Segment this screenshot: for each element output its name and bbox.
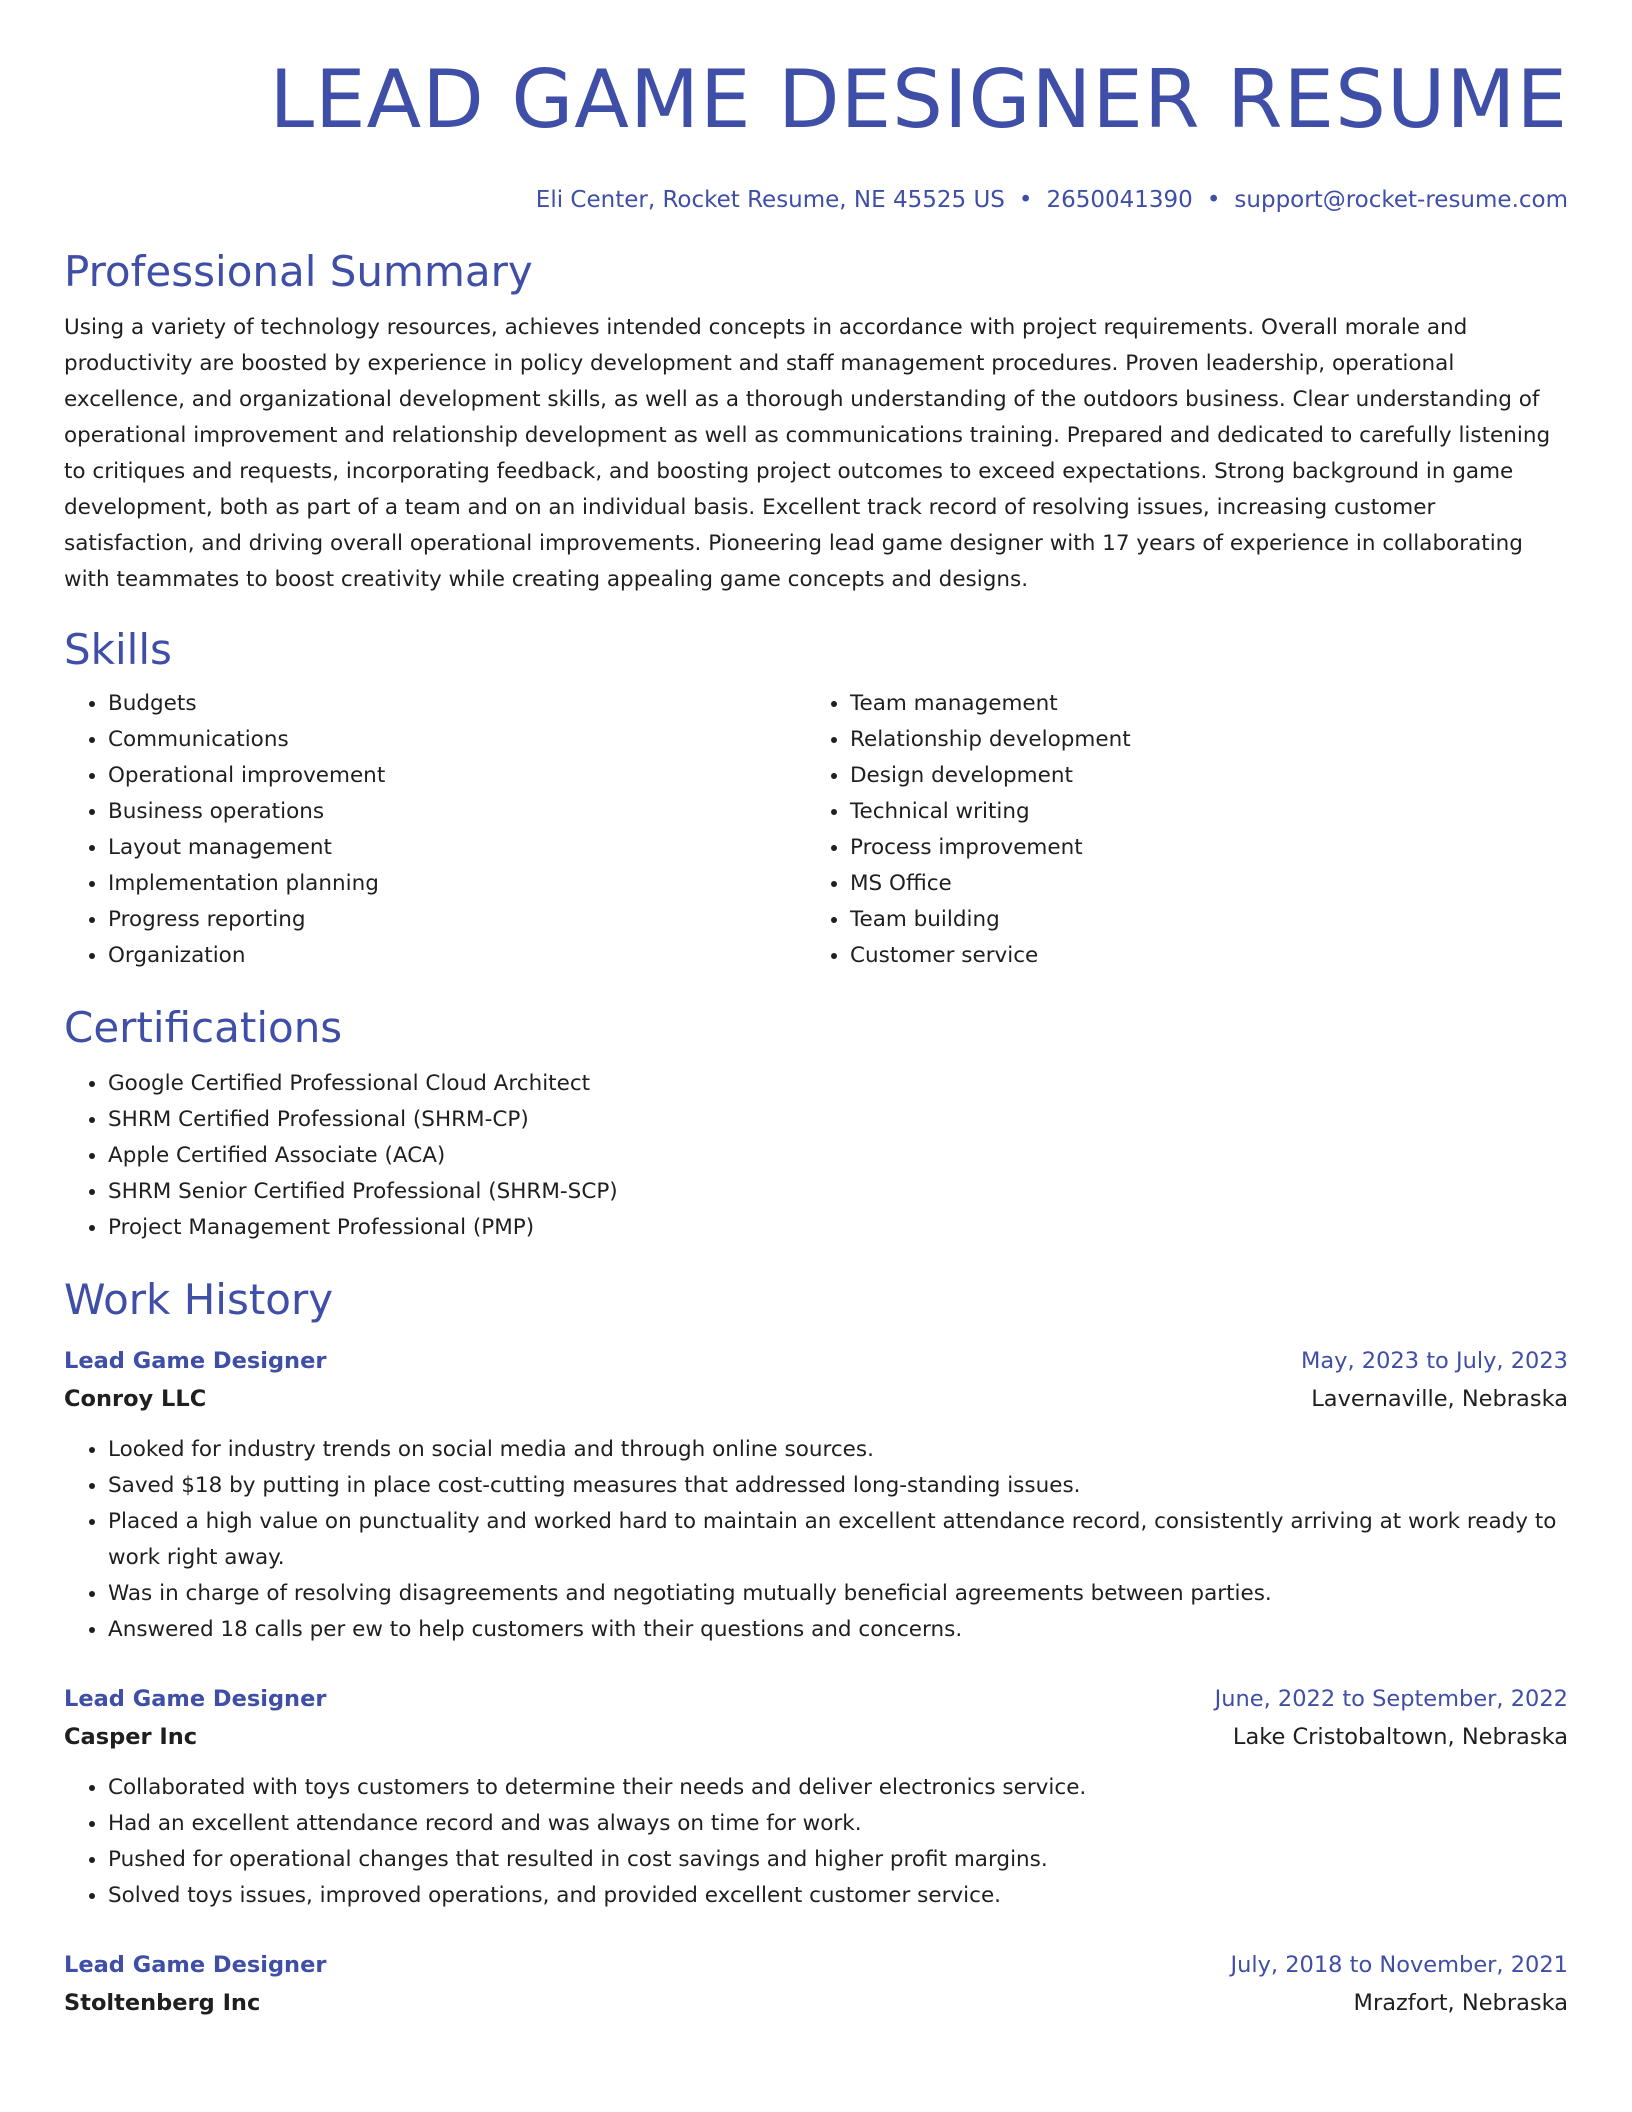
contact-separator: •: [1018, 187, 1033, 213]
skill-item: • Organization: [108, 938, 806, 974]
job-title: Lead Game Designer: [64, 1686, 327, 1712]
certification-item: • SHRM Senior Certified Professional (SHRM-SCP): [108, 1174, 1568, 1210]
certification-item: • Project Management Professional (PMP): [108, 1210, 1568, 1246]
skill-item: • Progress reporting: [108, 902, 806, 938]
job-bullet-list: [64, 1770, 1568, 1914]
contact-separator: •: [1206, 187, 1221, 213]
job-location: Mrazfort, Nebraska: [1353, 1990, 1568, 2016]
job-header-row: [64, 1342, 1568, 1380]
job-bullet: • Placed a high value on punctuality and worked hard to maintain an excellent attendance record, consistently arriving at work ready to work right away.: [108, 1504, 1568, 1576]
job-bullet: • Had an excellent attendance record and was always on time for work.: [108, 1806, 1568, 1842]
certification-item: • SHRM Certified Professional (SHRM-CP): [108, 1102, 1568, 1138]
job-company: Casper Inc: [64, 1724, 198, 1750]
certification-item: • Google Certified Professional Cloud Architect: [108, 1066, 1568, 1102]
skill-item: • Process improvement: [850, 830, 1548, 866]
job-bullet: • Was in charge of resolving disagreements and negotiating mutually beneficial agreements between parties.: [108, 1576, 1568, 1612]
job-bullet: • Pushed for operational changes that resulted in cost savings and higher profit margins.: [108, 1842, 1568, 1878]
job-company: Conroy LLC: [64, 1386, 207, 1412]
contact-email: support@rocket-resume.com: [1234, 187, 1568, 213]
summary-heading: Professional Summary: [64, 247, 533, 296]
job-bullet: • Saved $18 by putting in place cost-cutting measures that addressed long-standing issues.: [108, 1468, 1568, 1504]
certifications-heading: Certifications: [64, 1003, 343, 1052]
skill-item: • Communications: [108, 722, 806, 758]
skill-item: • Relationship development: [850, 722, 1548, 758]
skill-item: • Implementation planning: [108, 866, 806, 902]
job-bullet: • Answered 18 calls per ew to help customers with their questions and concerns.: [108, 1612, 1568, 1648]
skill-item: • Technical writing: [850, 794, 1548, 830]
contact-phone: 2650041390: [1046, 187, 1193, 213]
skill-item: • Budgets: [108, 686, 806, 722]
skill-item: • Team management: [850, 686, 1548, 722]
job-header-row: [64, 1680, 1568, 1718]
job-entry: [64, 1680, 1568, 1914]
job-bullet: • Looked for industry trends on social media and through online sources.: [108, 1432, 1568, 1468]
skills-left-list: [64, 686, 806, 974]
work-history-heading: Work History: [64, 1275, 334, 1324]
job-bullet-list: [64, 1432, 1568, 1648]
job-dates: July, 2018 to November, 2021: [1230, 1952, 1568, 1978]
contact-line: [64, 184, 1568, 216]
skill-item: • MS Office: [850, 866, 1548, 902]
skills-columns: [64, 686, 1568, 974]
job-dates: May, 2023 to July, 2023: [1300, 1348, 1568, 1374]
skill-item: • Layout management: [108, 830, 806, 866]
skill-item: • Operational improvement: [108, 758, 806, 794]
skills-heading: Skills: [64, 625, 172, 674]
job-dates: June, 2022 to September, 2022: [1214, 1686, 1568, 1712]
certifications-list: [64, 1066, 1568, 1246]
resume-title: LEAD GAME DESIGNER RESUME: [269, 53, 1568, 146]
job-location: Lavernaville, Nebraska: [1311, 1386, 1568, 1412]
job-bullet: • Collaborated with toys customers to determine their needs and deliver electronics service.: [108, 1770, 1568, 1806]
certification-item: • Apple Certified Associate (ACA): [108, 1138, 1568, 1174]
skill-item: • Business operations: [108, 794, 806, 830]
skills-right-list: [806, 686, 1548, 974]
job-company-row: [64, 1984, 1568, 2022]
skill-item: • Team building: [850, 902, 1548, 938]
job-header-row: [64, 1946, 1568, 1984]
job-title: Lead Game Designer: [64, 1952, 327, 1978]
job-company: Stoltenberg Inc: [64, 1990, 261, 2016]
skill-item: • Customer service: [850, 938, 1548, 974]
job-company-row: [64, 1718, 1568, 1756]
contact-address: Eli Center, Rocket Resume, NE 45525 US: [535, 187, 1005, 213]
skill-item: • Design development: [850, 758, 1548, 794]
job-entry: [64, 1946, 1568, 2022]
job-title: Lead Game Designer: [64, 1348, 327, 1374]
job-company-row: [64, 1380, 1568, 1418]
job-bullet: • Solved toys issues, improved operations, and provided excellent customer service.: [108, 1878, 1568, 1914]
job-location: Lake Cristobaltown, Nebraska: [1232, 1724, 1568, 1750]
summary-text: Using a variety of technology resources, achieves intended concepts in accordance with project requirements. Overall morale and productivity are boosted by experience in policy development and staff management procedures. Proven leadership, operational excellence, and organizational development skills, as well as a thorough understanding of the outdoors business. Clear understanding of operational improvement and relationship development as well as communications training. Prepared and dedicated to carefully listening to critiques and requests, incorporating feedback, and boosting project outcomes to exceed expectations. Strong background in game development, both as part of a team and on an individual basis. Excellent track record of resolving issues, increasing customer satisfaction, and driving overall operational improvements. Pioneering lead game designer with 17 years of experience in collaborating with teammates to boost creativity while creating appealing game concepts and designs.: [64, 315, 1551, 592]
job-entry: [64, 1342, 1568, 1648]
